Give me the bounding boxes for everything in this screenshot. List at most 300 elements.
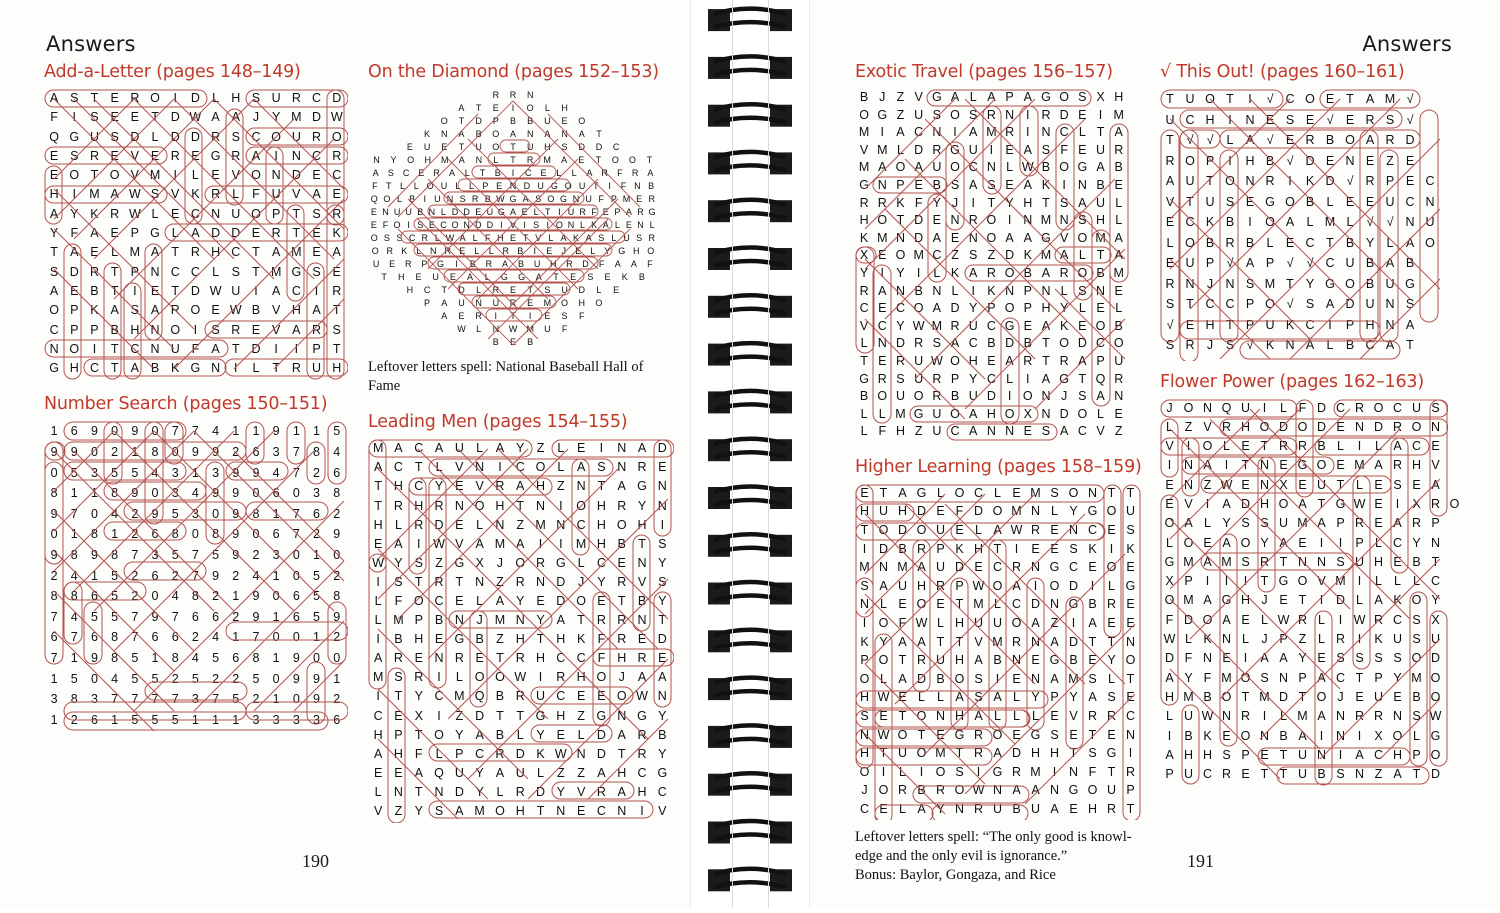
grid-cell: 5 xyxy=(313,609,320,624)
grid-cell: C xyxy=(1011,597,1022,612)
grid-cell: B xyxy=(469,259,476,269)
grid-cell: L xyxy=(918,690,925,705)
grid-cell: W xyxy=(508,324,518,334)
grid-cell: H xyxy=(968,353,978,368)
grid-cell: L xyxy=(476,441,484,456)
grid-cell: A xyxy=(1050,671,1059,686)
grid-cell: H xyxy=(291,303,301,318)
grid-cell: A xyxy=(448,168,455,178)
grid-cell: L xyxy=(1326,194,1334,209)
grid-cell: C xyxy=(859,301,869,316)
grid-cell: A xyxy=(251,148,261,163)
grid-cell: B xyxy=(1023,265,1032,280)
grid-row xyxy=(855,707,1142,726)
letter-grid-higher-learning[interactable] xyxy=(855,484,1142,819)
grid-cell: O xyxy=(913,389,924,404)
grid-cell: M xyxy=(372,441,384,456)
grid-cell: A xyxy=(969,406,978,421)
grid-cell: M xyxy=(1113,265,1124,280)
grid-cell: 8 xyxy=(191,589,199,604)
grid-cell: O xyxy=(370,233,378,243)
grid-row xyxy=(1160,130,1464,151)
grid-cell: K xyxy=(1265,338,1275,352)
grid-cell: P xyxy=(414,613,423,628)
grid-cell: N xyxy=(291,148,301,163)
grid-cell: A xyxy=(1405,317,1415,332)
grid-cell: B xyxy=(1184,728,1193,743)
grid-cell: R xyxy=(935,578,946,593)
grid-cell: 9 xyxy=(313,692,320,707)
grid-cell: P xyxy=(1412,747,1421,762)
grid-cell: A xyxy=(459,233,466,243)
grid-cell: L xyxy=(1413,728,1420,743)
grid-cell: 6 xyxy=(90,630,98,645)
grid-cell: F xyxy=(1060,142,1068,157)
grid-cell: A xyxy=(969,177,978,192)
grid-cell: S xyxy=(1336,554,1345,569)
grid-cell: √ xyxy=(1166,317,1174,332)
grid-cell: L xyxy=(472,233,478,243)
grid-cell: N xyxy=(211,361,221,376)
grid-cell: R xyxy=(1059,265,1069,280)
grid-cell: E xyxy=(1325,153,1335,168)
grid-cell: A xyxy=(1165,174,1175,188)
grid-cell: A xyxy=(1078,195,1087,210)
grid-cell: O xyxy=(1077,406,1088,421)
grid-cell: H xyxy=(69,361,79,376)
grid-cell: A xyxy=(1114,230,1123,245)
grid-cell: A xyxy=(495,441,505,456)
grid-cell: 7 xyxy=(191,568,199,583)
grid-cell: E xyxy=(1325,92,1335,106)
grid-cell: V xyxy=(130,168,140,183)
grid-cell: F xyxy=(70,226,79,241)
grid-cell: P xyxy=(394,727,403,742)
letter-grid-leading-men[interactable] xyxy=(368,439,672,821)
grid-cell: K xyxy=(987,283,996,298)
grid-cell: N xyxy=(1041,283,1051,298)
grid-row xyxy=(368,707,672,726)
grid-cell: L xyxy=(374,613,382,628)
grid-cell: K xyxy=(171,361,180,376)
grid-cell: A xyxy=(1317,516,1326,531)
grid-cell: S xyxy=(561,142,568,152)
grid-cell: R xyxy=(617,632,627,647)
grid-cell: O xyxy=(895,248,906,263)
grid-cell: N xyxy=(617,441,627,456)
grid-cell: L xyxy=(1204,516,1211,531)
grid-cell: E xyxy=(449,272,456,282)
grid-cell: O xyxy=(576,498,586,513)
grid-cell: N xyxy=(1005,107,1015,122)
grid-cell: Y xyxy=(414,804,423,819)
grid-cell: E xyxy=(1096,301,1105,316)
letter-grid-flower-power[interactable] xyxy=(1160,399,1464,785)
grid-cell: M xyxy=(291,245,302,260)
grid-cell: Y xyxy=(1305,276,1315,291)
grid-cell: M xyxy=(1221,670,1232,685)
grid-cell: Q xyxy=(1221,400,1232,415)
grid-cell: D xyxy=(463,207,470,217)
grid-cell: G xyxy=(1106,746,1117,761)
grid-cell: R xyxy=(492,90,500,100)
grid-cell: I xyxy=(971,195,975,210)
grid-cell: H xyxy=(617,765,627,780)
grid-cell: A xyxy=(49,91,59,105)
grid-cell: W xyxy=(1353,496,1366,511)
letter-grid-on-the-diamond[interactable] xyxy=(368,89,658,349)
grid-cell: E xyxy=(110,148,119,163)
grid-cell: K xyxy=(1088,541,1097,556)
grid-cell: O xyxy=(271,129,282,144)
grid-cell: 2 xyxy=(333,630,341,645)
grid-cell: 9 xyxy=(252,609,260,624)
grid-cell: F xyxy=(414,746,423,761)
grid-cell: E xyxy=(561,116,568,126)
grid-cell: D xyxy=(231,226,241,241)
grid-cell: E xyxy=(1374,516,1383,531)
grid-cell: Y xyxy=(1184,670,1193,685)
grid-cell: 8 xyxy=(50,589,58,604)
grid-cell: I xyxy=(1186,439,1191,454)
grid-cell: S xyxy=(231,264,240,279)
grid-cell: E xyxy=(475,207,482,217)
grid-cell: R xyxy=(1365,112,1375,127)
grid-cell: 4 xyxy=(212,630,220,645)
grid-cell: 1 xyxy=(232,589,240,604)
grid-cell: S xyxy=(1393,651,1402,666)
grid-cell: M xyxy=(1030,764,1041,779)
grid-cell: N xyxy=(576,479,586,494)
grid-cell: S xyxy=(1412,632,1421,647)
grid-cell: P xyxy=(860,653,869,668)
grid-cell: X xyxy=(1412,496,1421,511)
grid-cell: O xyxy=(1095,318,1106,333)
grid-cell: B xyxy=(658,727,667,742)
grid-cell: T xyxy=(516,708,525,723)
puzzle-title-add-a-letter: Add-a-Letter (pages 148–149) xyxy=(44,62,301,82)
grid-cell: A xyxy=(373,651,383,666)
grid-cell: W xyxy=(1353,612,1366,627)
grid-cell: N xyxy=(1221,632,1232,647)
grid-row xyxy=(44,648,347,669)
grid-cell: R xyxy=(190,245,200,260)
grid-cell: A xyxy=(586,168,593,178)
letter-grid-exotic-travel[interactable] xyxy=(855,89,1142,441)
number-grid-number-search[interactable] xyxy=(44,421,347,730)
grid-cell: C xyxy=(1425,174,1435,188)
grid-cell: M xyxy=(575,536,587,551)
grid-cell: R xyxy=(916,541,927,556)
grid-cell: I xyxy=(1228,153,1232,168)
grid-cell: L xyxy=(880,597,887,612)
grid-cell: P xyxy=(1205,153,1215,168)
grid-cell: T xyxy=(1260,574,1269,589)
grid-cell: Q xyxy=(474,689,485,704)
grid-cell: U xyxy=(432,272,439,282)
grid-cell: B xyxy=(1325,133,1335,147)
grid-cell: H xyxy=(1365,317,1375,332)
grid-cell: L xyxy=(1108,671,1115,686)
grid-cell: N xyxy=(1125,634,1136,649)
grid-row xyxy=(1160,192,1464,213)
grid-cell: K xyxy=(1285,317,1295,332)
grid-cell: I xyxy=(1228,112,1232,127)
grid-cell: R xyxy=(637,727,647,742)
grid-cell: L xyxy=(374,594,382,608)
grid-row xyxy=(855,521,1142,540)
grid-cell: A xyxy=(1088,690,1097,705)
grid-row xyxy=(368,323,658,336)
grid-cell: Z xyxy=(557,765,565,780)
grid-cell: R xyxy=(1221,419,1232,434)
grid-cell: T xyxy=(1326,235,1334,250)
grid-cell: G xyxy=(1068,783,1079,798)
grid-row xyxy=(44,566,347,587)
grid-row xyxy=(1160,418,1464,437)
grid-cell: √ xyxy=(1266,133,1274,147)
grid-cell: R xyxy=(433,168,440,178)
grid-cell: U xyxy=(544,116,551,126)
grid-cell: R xyxy=(414,517,424,532)
grid-cell: D xyxy=(332,91,342,105)
grid-cell: E xyxy=(1222,728,1231,743)
grid-cell: E xyxy=(1365,194,1375,209)
grid-cell: P xyxy=(936,541,945,556)
grid-cell: W xyxy=(445,233,455,243)
grid-cell: M xyxy=(89,187,100,202)
grid-cell: D xyxy=(1430,651,1441,666)
grid-cell: C xyxy=(576,651,586,666)
grid-cell: A xyxy=(1041,318,1051,333)
grid-cell: A xyxy=(647,168,654,178)
grid-cell: M xyxy=(1183,593,1194,608)
grid-cell: H xyxy=(130,322,140,337)
grid-row xyxy=(1160,315,1464,336)
grid-cell: A xyxy=(1222,496,1231,511)
grid-cell: 0 xyxy=(90,506,98,521)
grid-cell: T xyxy=(475,103,482,113)
grid-cell: E xyxy=(1005,142,1014,157)
grid-row xyxy=(368,649,672,668)
grid-cell: 6 xyxy=(272,527,280,542)
grid-cell: T xyxy=(1226,317,1234,332)
grid-cell: 5 xyxy=(313,589,320,604)
grid-cell: E xyxy=(394,765,403,780)
grid-cell: 6 xyxy=(212,609,220,624)
grid-cell: A xyxy=(1114,125,1123,140)
grid-cell: N xyxy=(1030,671,1041,686)
grid-cell: Z xyxy=(1374,767,1383,782)
grid-cell: C xyxy=(576,517,586,532)
grid-cell: D xyxy=(596,727,606,742)
grid-cell: U xyxy=(992,616,1003,631)
grid-cell: I xyxy=(1052,764,1057,779)
grid-cell: I xyxy=(455,259,458,269)
grid-cell: X xyxy=(1431,612,1440,627)
grid-cell: A xyxy=(1203,554,1212,569)
grid-cell: B xyxy=(409,194,416,204)
grid-cell: E xyxy=(458,311,465,321)
grid-cell: O xyxy=(492,129,500,139)
grid-cell: 2 xyxy=(70,712,78,727)
grid-cell: I xyxy=(880,125,885,140)
grid-cell: F xyxy=(50,110,58,125)
grid-cell: S xyxy=(1385,112,1395,127)
grid-row xyxy=(1160,456,1464,475)
grid-cell: S xyxy=(597,460,606,475)
grid-cell: T xyxy=(898,709,907,723)
grid-cell: Y xyxy=(70,206,79,221)
grid-cell: A xyxy=(458,103,465,113)
grid-cell: P xyxy=(1355,535,1364,550)
grid-cell: H xyxy=(414,632,424,647)
letter-grid-add-a-letter[interactable] xyxy=(44,89,347,378)
grid-cell: U xyxy=(561,285,568,295)
grid-cell: A xyxy=(1012,783,1021,798)
grid-cell: D xyxy=(1011,746,1022,761)
grid-cell: S xyxy=(636,233,643,243)
grid-cell: O xyxy=(251,168,261,183)
grid-wrap-higher-learning xyxy=(855,484,1142,819)
grid-cell: L xyxy=(151,206,159,221)
grid-cell: Y xyxy=(604,246,611,256)
grid-cell: A xyxy=(576,460,586,475)
grid-row xyxy=(855,195,1142,213)
grid-cell: M xyxy=(973,597,984,612)
grid-cell: √ xyxy=(1346,174,1354,188)
grid-cell: √ xyxy=(1286,256,1294,270)
grid-cell: E xyxy=(1023,318,1032,333)
grid-cell: F xyxy=(1165,612,1174,627)
grid-cell: K xyxy=(573,233,580,243)
grid-cell: S xyxy=(1412,709,1421,724)
grid-cell: R xyxy=(312,322,322,337)
grid-cell: C xyxy=(49,322,59,337)
grid-cell: T xyxy=(1042,195,1050,210)
grid-cell: R xyxy=(973,801,984,816)
grid-cell: A xyxy=(1365,133,1375,147)
letter-grid-check-this-out[interactable] xyxy=(1160,89,1464,356)
grid-cell: 5 xyxy=(131,650,139,665)
right-column-1 xyxy=(855,62,1142,901)
grid-cell: G xyxy=(992,764,1003,779)
grid-cell: A xyxy=(1317,670,1326,685)
grid-cell: V xyxy=(1096,424,1105,439)
grid-cell: 9 xyxy=(50,506,58,521)
grid-cell: I xyxy=(274,341,278,356)
grid-cell: Y xyxy=(1031,690,1040,705)
grid-cell: R xyxy=(1265,174,1275,188)
grid-cell: C xyxy=(475,746,485,761)
grid-cell: R xyxy=(509,298,517,308)
grid-cell: U xyxy=(1106,783,1117,798)
grid-cell: M xyxy=(1324,215,1336,229)
grid-cell: R xyxy=(515,689,525,704)
grid-cell: T xyxy=(414,784,423,799)
grid-cell: 9 xyxy=(333,609,341,624)
grid-cell: 3 xyxy=(272,548,280,563)
grid-cell: E xyxy=(1012,671,1021,686)
grid-cell: E xyxy=(1114,406,1123,421)
grid-cell: A xyxy=(561,155,568,165)
grid-cell: M xyxy=(474,804,485,819)
grid-cell: R xyxy=(1305,133,1315,147)
grid-cell: 5 xyxy=(151,712,159,727)
grid-cell: 9 xyxy=(333,527,341,542)
grid-row xyxy=(1160,630,1464,649)
grid-row xyxy=(855,595,1142,614)
grid-cell: N xyxy=(932,283,942,298)
grid-cell: 3 xyxy=(90,692,98,707)
grid-cell: R xyxy=(1005,125,1015,140)
grid-cell: E xyxy=(509,337,516,347)
grid-cell: P xyxy=(1005,90,1014,104)
grid-cell: 9 xyxy=(232,486,240,501)
grid-cell: M xyxy=(1011,504,1022,519)
grid-cell: O xyxy=(1259,419,1270,434)
grid-cell: D xyxy=(657,441,667,456)
grid-cell: 4 xyxy=(70,568,78,583)
grid-cell: 9 xyxy=(212,445,220,460)
grid-cell: Y xyxy=(936,801,945,816)
grid-cell: C xyxy=(1185,112,1195,127)
grid-cell: E xyxy=(70,283,79,298)
grid-cell: Y xyxy=(1069,504,1078,519)
grid-cell: L xyxy=(474,246,480,256)
grid-cell: S xyxy=(1305,297,1315,311)
grid-cell: M xyxy=(935,746,946,761)
grid-cell: 8 xyxy=(90,527,98,542)
grid-cell: A xyxy=(917,801,926,816)
grid-cell: T xyxy=(898,653,907,668)
grid-cell: R xyxy=(914,336,924,351)
grid-cell: I xyxy=(314,283,319,298)
grid-cell: N xyxy=(1425,194,1435,209)
grid-row xyxy=(1160,591,1464,610)
grid-cell: O xyxy=(1449,496,1460,511)
grid-row xyxy=(1160,110,1464,131)
grid-cell: 3 xyxy=(313,486,320,501)
grid-cell: D xyxy=(1005,248,1015,263)
grid-cell: L xyxy=(464,168,470,178)
grid-cell: S xyxy=(587,272,594,282)
grid-cell: H xyxy=(373,517,383,532)
grid-cell: O xyxy=(1125,653,1136,668)
grid-cell: R xyxy=(515,574,525,589)
grid-cell: R xyxy=(170,148,180,163)
grid-cell: D xyxy=(1278,419,1289,434)
grid-cell: W xyxy=(912,318,925,333)
grid-row xyxy=(44,301,347,320)
grid-cell: 8 xyxy=(333,486,341,501)
grid-cell: O xyxy=(576,594,586,608)
grid-row xyxy=(855,763,1142,782)
grid-cell: W xyxy=(433,536,445,551)
grid-cell: L xyxy=(516,727,524,742)
grid-cell: A xyxy=(434,441,444,456)
grid-cell: O xyxy=(1164,593,1175,608)
grid-cell: R xyxy=(515,784,525,799)
grid-cell: L xyxy=(171,226,179,241)
grid-cell: J xyxy=(561,246,566,256)
grid-row xyxy=(368,115,658,128)
grid-cell: W xyxy=(128,206,141,221)
grid-cell: E xyxy=(597,594,606,608)
grid-cell: B xyxy=(1096,265,1105,280)
grid-cell: R xyxy=(170,303,180,318)
grid-row xyxy=(1160,151,1464,172)
